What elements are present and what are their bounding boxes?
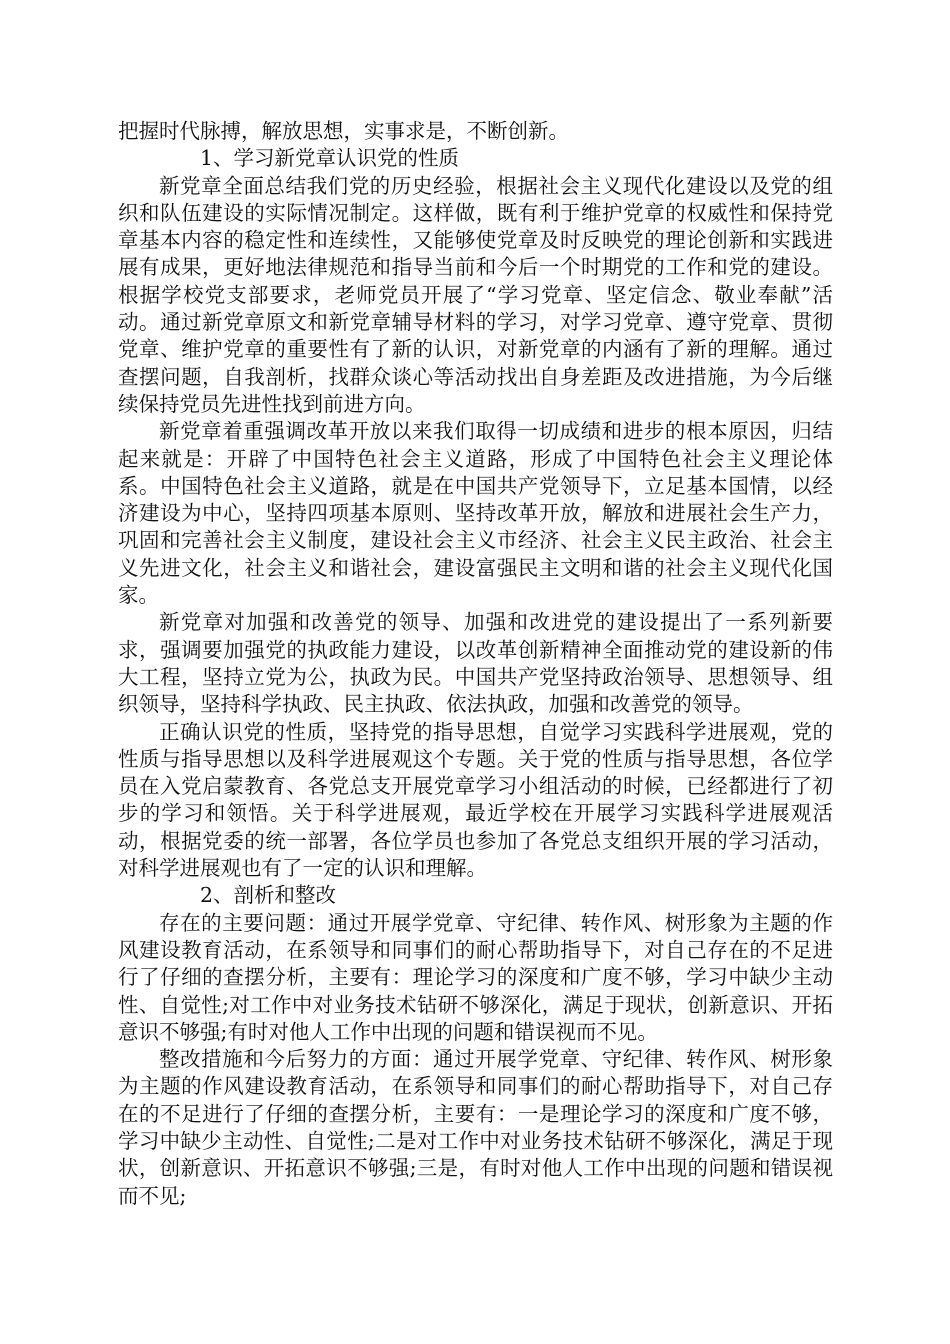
section-heading-2: 2、剖析和整改	[200, 883, 337, 908]
document-body	[118, 118, 833, 1210]
paragraph-continuation: 把握时代脉搏，解放思想，实事求是，不断创新。	[118, 119, 569, 143]
paragraph: 新党章全面总结我们党的历史经验，根据社会主义现代化建设以及党的组织和队伍建设的实际情况制定。这样做，既有利于维护党章的权威性和保持党章基本内容的稳定性和连续性，又能够使党章及时反映党的理论创新和实践进展有成果，更好地法律规范和指导当前和今后一个时期党的工作和党的建设。根据学校党支部要求，老师党员开展了“学习党章、坚定信念、敬业奉献”活动。通过新党章原文和新党章辅导材料的学习，对学习党章、遵守党章、贯彻党章、维护党章的重要性有了新的认识，对新党章的内涵有了新的理解。通过查摆问题，自我剖析，找群众谈心等活动找出自身差距及改进措施，为今后继续保持党员先进性找到前进方向。	[118, 173, 833, 416]
paragraph: 整改措施和今后努力的方面：通过开展学党章、守纪律、转作风、树形象为主题的作风建设教育活动，在系领导和同事们的耐心帮助指导下，对自己存在的不足进行了仔细的查摆分析，主要有：一是理论学习的深度和广度不够，学习中缺少主动性、自觉性;二是对工作中对业务技术钻研不够深化，满足于现状，创新意识、开拓意识不够强;三是，有时对他人工作中出现的问题和错误视而不见;	[118, 1047, 833, 1208]
paragraph: 新党章着重强调改革开放以来我们取得一切成绩和进步的根本原因，归结起来就是：开辟了中国特色社会主义道路，形成了中国特色社会主义理论体系。中国特色社会主义道路，就是在中国共产党领导下，立足基本国情，以经济建设为中心，坚持四项基本原则、坚持改革开放，解放和进展社会生产力，巩固和完善社会主义制度，建设社会主义市经济、社会主义民主政治、社会主义先进文化，社会主义和谐社会，建设富强民主文明和谐的社会主义现代化国家。	[118, 419, 833, 608]
paragraph: 新党章对加强和改善党的领导、加强和改进党的建设提出了一系列新要求，强调要加强党的执政能力建设，以改革创新精神全面推动党的建设新的伟大工程，坚持立党为公，执政为民。中国共产党坚持政治领导、思想领导、组织领导，坚持科学执政、民主执政、依法执政，加强和改善党的领导。	[118, 610, 833, 717]
paragraph: 正确认识党的性质，坚持党的指导思想，自觉学习实践科学进展观，党的性质与指导思想以及科学进展观这个专题。关于党的性质与指导思想，各位学员在入党启蒙教育、各党总支开展党章学习小组活动的时候，已经都进行了初步的学习和领悟。关于科学进展观，最近学校在开展学习实践科学进展观活动，根据党委的统一部署，各位学员也参加了各党总支组织开展的学习活动，对科学进展观也有了一定的认识和理解。	[118, 719, 833, 881]
paragraph: 存在的主要问题：通过开展学党章、守纪律、转作风、树形象为主题的作风建设教育活动，在系领导和同事们的耐心帮助指导下，对自己存在的不足进行了仔细的查摆分析，主要有：理论学习的深度和广度不够，学习中缺少主动性、自觉性;对工作中对业务技术钻研不够深化，满足于现状，创新意识、开拓意识不够强;有时对他人工作中出现的问题和错误视而不见。	[118, 910, 833, 1044]
section-heading-1: 1、学习新党章认识党的性质	[200, 146, 460, 171]
